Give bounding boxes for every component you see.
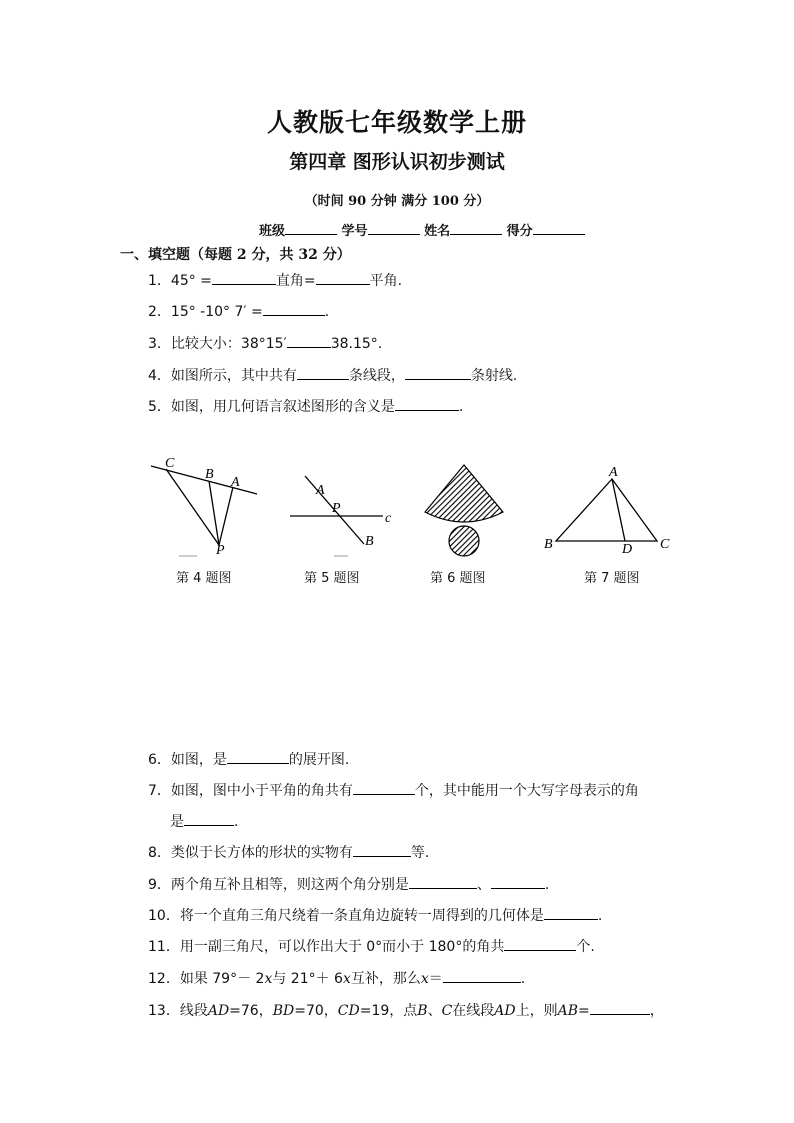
q9-text-c: . xyxy=(544,877,550,893)
fig4-seg-ap xyxy=(219,487,233,545)
figure-7 xyxy=(544,465,670,557)
q12-text-d: ＝ xyxy=(428,971,443,987)
score-label: 得分 xyxy=(506,224,533,239)
fig7-caption: 第 7 题图 xyxy=(584,571,640,586)
q11-text-b: 个. xyxy=(576,939,595,955)
q13-text-e: 、 xyxy=(427,1003,442,1019)
chapter-subtitle: 第四章 图形认识初步测试 xyxy=(289,151,505,173)
q13-var-c: C xyxy=(441,1003,453,1019)
q2-text-a: 2．15° -10° 7′ = xyxy=(148,304,263,320)
fig5-caption: 第 5 题图 xyxy=(304,571,360,586)
question-7 xyxy=(148,780,639,800)
fig6-caption: 第 6 题图 xyxy=(430,571,486,586)
q12-text-e: . xyxy=(520,971,526,987)
q4-text-c: 条射线. xyxy=(470,368,518,384)
q10-blank[interactable] xyxy=(544,907,598,920)
question-8 xyxy=(148,842,429,862)
q9-text-b: 、 xyxy=(476,877,491,893)
q12-text-c: 互补，那么 xyxy=(350,971,421,987)
fig4-label-b: B xyxy=(205,467,214,482)
question-12 xyxy=(148,968,525,988)
id-label: 学号 xyxy=(341,224,368,239)
q12-text-b: 与 21°＋ 6 xyxy=(272,971,343,987)
q10-text-a: 10．将一个直角三角尺绕着一条直角边旋转一周得到的几何体是 xyxy=(148,908,544,924)
time-note: （时间 90 分钟 满分 100 分） xyxy=(304,194,490,209)
q10-text-b: . xyxy=(597,908,603,924)
fig6-circle xyxy=(449,526,479,556)
q11-text-a: 11．用一副三角尺，可以作出大于 0°而小于 180°的角共 xyxy=(148,939,505,955)
fig5-label-b: B xyxy=(365,534,374,549)
class-label: 班级 xyxy=(259,224,286,239)
q12-var-x1: x xyxy=(264,971,273,987)
question-13 xyxy=(148,1000,664,1020)
fig4-label-c: C xyxy=(165,456,175,471)
question-9 xyxy=(148,874,549,894)
question-11 xyxy=(148,936,595,956)
q7-text-c: 是 xyxy=(170,814,184,830)
q13-var-ad2: AD xyxy=(494,1003,516,1019)
fig6-sector xyxy=(425,465,503,522)
q3-text-a: 3．比较大小：38°15′ xyxy=(148,336,287,352)
fig5-label-p: P xyxy=(332,501,341,516)
q9-text-a: 9．两个角互补且相等，则这两个角分别是 xyxy=(148,877,409,893)
q7-text-b: 个，其中能用一个大写字母表示的角 xyxy=(414,783,639,799)
question-7-cont xyxy=(170,811,238,831)
q7-blank-1[interactable] xyxy=(353,782,415,795)
page-title: 人教版七年级数学上册 xyxy=(266,108,527,137)
fig7-label-b: B xyxy=(544,537,553,552)
q12-blank[interactable] xyxy=(443,970,521,983)
fig7-triangle xyxy=(556,479,657,541)
q7-text-d: . xyxy=(234,814,239,830)
q1-text-a: 1．45° = xyxy=(148,273,212,289)
q2-text-b: . xyxy=(324,304,330,320)
q12-text-a: 12．如果 79°－ 2 xyxy=(148,971,265,987)
q13-text-g: 上，则 xyxy=(515,1003,558,1019)
q12-var-x2: x xyxy=(342,971,351,987)
figure-6 xyxy=(425,465,503,556)
fig7-label-c: C xyxy=(660,537,670,552)
q13-text-i: ， xyxy=(649,1003,664,1019)
q9-blank-1[interactable] xyxy=(409,876,477,889)
q1-text-c: 平角. xyxy=(369,273,403,289)
fig7-label-a: A xyxy=(609,465,618,480)
q1-text-b: 直角= xyxy=(275,273,316,289)
figure-5 xyxy=(290,476,392,556)
q13-text-f: 在线段 xyxy=(452,1003,495,1019)
q11-blank[interactable] xyxy=(504,938,576,951)
q6-text-b: 的展开图. xyxy=(288,752,350,768)
section-heading: 一、填空题（每题 2 分，共 32 分） xyxy=(120,247,351,263)
fig7-label-d: D xyxy=(622,542,633,557)
q13-var-cd: CD xyxy=(337,1003,360,1019)
q12-var-x3: x xyxy=(420,971,429,987)
fig5-label-c: c xyxy=(385,511,392,526)
q8-text-b: 等. xyxy=(410,845,430,861)
q5-text-a: 5．如图，用几何语言叙述图形的含义是 xyxy=(148,399,395,415)
q7-blank-2[interactable] xyxy=(184,813,234,826)
figure-4 xyxy=(151,456,257,558)
q7-text-a: 7．如图，图中小于平角的角共有 xyxy=(148,783,353,799)
fig4-label-p: P xyxy=(216,543,225,558)
name-label: 姓名 xyxy=(424,224,451,239)
q6-text-a: 6．如图，是 xyxy=(148,752,227,768)
q9-blank-2[interactable] xyxy=(491,876,545,889)
q13-text-d: =19，点 xyxy=(359,1003,418,1019)
q13-text-h: = xyxy=(578,1003,590,1019)
q8-blank[interactable] xyxy=(353,844,411,857)
q4-text-a: 4．如图所示，其中共有 xyxy=(148,368,297,384)
q3-text-b: 38.15°. xyxy=(330,336,383,352)
q13-text-c: =70， xyxy=(294,1003,338,1019)
question-10 xyxy=(148,905,602,925)
q13-text-a: 13．线段 xyxy=(148,1003,208,1019)
q4-text-b: 条线段， xyxy=(348,368,405,384)
q13-text-b: =76， xyxy=(229,1003,273,1019)
q13-var-b: B xyxy=(417,1003,428,1019)
fig4-caption: 第 4 题图 xyxy=(176,571,232,586)
q13-var-bd: BD xyxy=(272,1003,295,1019)
q8-text-a: 8．类似于长方体的形状的实物有 xyxy=(148,845,353,861)
q13-var-ad: AD xyxy=(207,1003,230,1019)
fig4-seg-bp xyxy=(209,481,219,545)
q13-blank[interactable] xyxy=(590,1002,650,1015)
q5-text-b: . xyxy=(458,399,464,415)
q6-blank[interactable] xyxy=(227,751,289,764)
fig5-label-a: A xyxy=(316,483,325,498)
question-6 xyxy=(148,749,349,769)
q13-var-ab: AB xyxy=(557,1003,579,1019)
fig4-label-a: A xyxy=(231,475,240,490)
